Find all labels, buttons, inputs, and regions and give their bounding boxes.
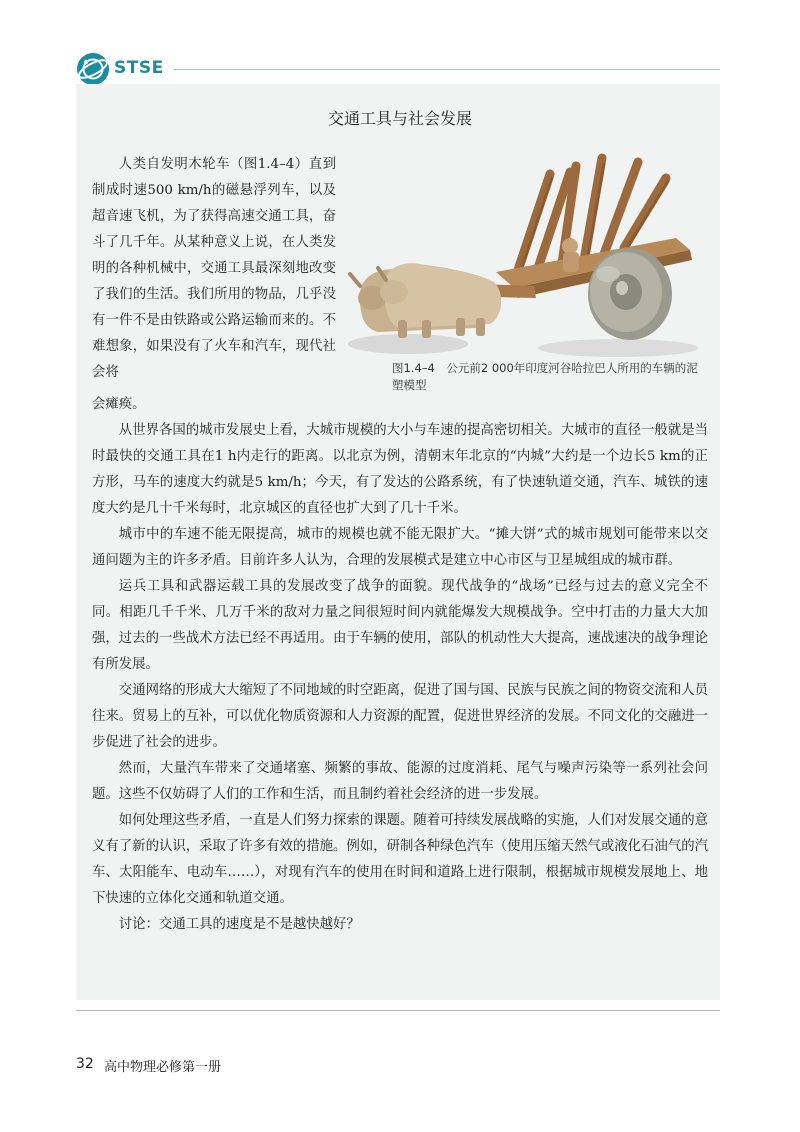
- book-title: 高中物理必修第一册: [104, 1060, 222, 1075]
- article-body: [92, 418, 708, 938]
- figure-caption: 图1.4–4 公元前2 000年印度河谷哈拉巴人所用的车辆的泥塑模型: [392, 361, 698, 392]
- body-paragraph: 如何处理这些矛盾，一直是人们努力探索的课题。随着可持续发展战略的实施，人们对发展交通的意义有了新的认识，采取了许多有效的措施。例如，研制各种绿色汽车（使用压缩天然气或液化石油气的汽车、太阳能车、电动车……），对现有汽车的使用在时间和道路上进行限制，根据城市规模发展地上、地下快速的立体化交通和轨道交通。: [92, 813, 708, 906]
- body-paragraph: 然而，大量汽车带来了交通堵塞、频繁的事故、能源的过度消耗、尾气与噪声污染等一系列社会问题。这些不仅妨碍了人们的工作和生活，而且制约着社会经济的进一步发展。: [92, 761, 708, 802]
- header-divider: [174, 69, 720, 70]
- intro-continuation: 会瘫痪。: [92, 397, 146, 412]
- intro-paragraph: 人类自发明木轮车（图1.4–4）直到制成时速500 km/h的磁悬浮列车，以及超音速飞机，为了获得高速交通工具，奋斗了几千年。从某种意义上说，在人类发明的各种机械中，交通工具最深刻地改变了我们的生活。我们所用的物品，几乎没有一件不是由铁路或公路运输而来的。不难想象，如果没有了火车和汽车，现代社会将: [92, 157, 336, 380]
- body-paragraph: 城市中的车速不能无限提高，城市的规模也就不能无限扩大。“摊大饼”式的城市规划可能带来以交通问题为主的许多矛盾。目前许多人认为，合理的发展模式是建立中心市区与卫星城组成的城市群。: [92, 527, 708, 568]
- body-paragraph: 从世界各国的城市发展史上看，大城市规模的大小与车速的提高密切相关。大城市的直径一般就是当时最快的交通工具在1 h内走行的距离。以北京为例，清朝末年北京的“内城”大约是一个边长5 km的正方形，马车的速度大约就是5 km/h；今天，有了发达的公路系统，有了快速轨道交通，汽车、城铁的速度大约是几十千米每时，北京城区的直径也扩大到了几十千米。: [92, 423, 708, 516]
- body-paragraph: 运兵工具和武器运载工具的发展改变了战争的面貌。现代战争的“战场”已经与过去的意义完全不同。相距几千千米、几万千米的敌对力量之间很短时间内就能爆发大规模战争。空中打击的力量大大加强，过去的一些战术方法已经不再适用。由于车辆的使用，部队的机动性大大提高，速战速决的战争理论有所发展。: [92, 579, 708, 672]
- ox-cart-clay-model-image: [338, 148, 712, 366]
- footer-divider: [76, 1010, 720, 1011]
- discussion-question: 讨论：交通工具的速度是不是越快越好？: [118, 917, 360, 932]
- article-title: 交通工具与社会发展: [327, 109, 472, 128]
- page-number: 32: [76, 1056, 94, 1072]
- section-label: STSE: [114, 58, 164, 78]
- stse-globe-icon: [76, 52, 110, 86]
- body-paragraph: 交通网络的形成大大缩短了不同地域的时空距离，促进了国与国、民族与民族之间的物资交流和人员往来。贸易上的互补，可以优化物质资源和人力资源的配置，促进世界经济的发展。不同文化的交融进一步促进了社会的进步。: [92, 683, 708, 750]
